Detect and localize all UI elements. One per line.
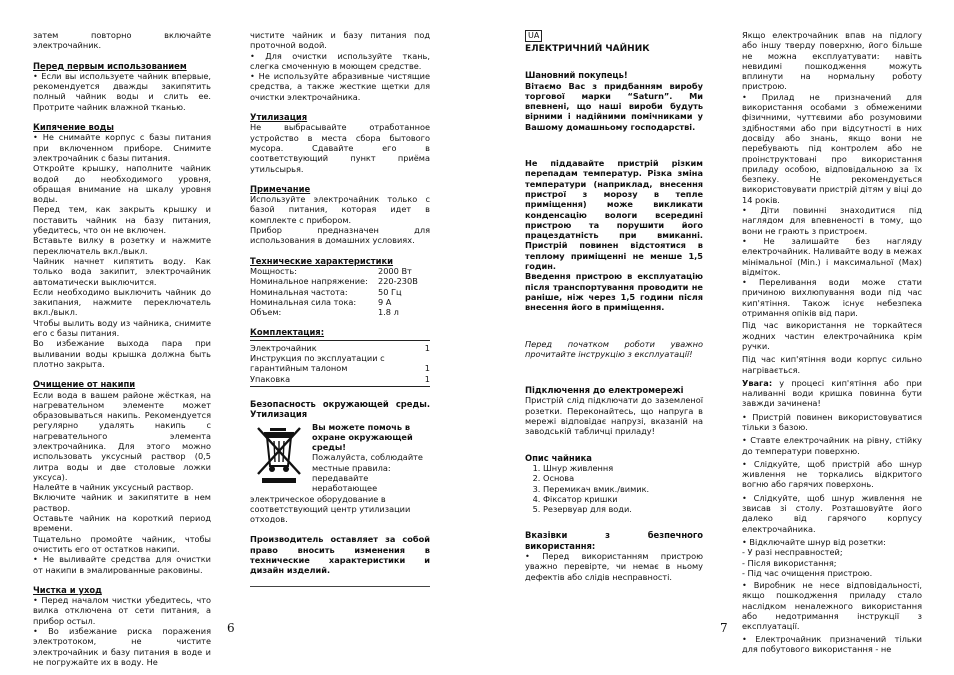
column-2: [250, 30, 430, 587]
disposal-text: [312, 422, 430, 494]
heading-description: Опис чайника: [525, 452, 592, 463]
heading-environment: Безопасность окружающей среды. Утилизация: [250, 398, 430, 420]
spec-value: 1.8 л: [378, 307, 399, 318]
column-3: [525, 30, 703, 582]
scale-text-3: Включите чайник и закипятите в нем раствор.: [33, 492, 211, 513]
clean-text-2: • Во избежание риска поражения электротоком, не чистите электрочайник и базу питания в воде и не погружайте их в воду. Не: [33, 626, 211, 667]
kit-table: [250, 343, 430, 384]
safety-text-12: • Слідкуйте, щоб шнур живлення не звисав зі столу. Розташовуйте його далеко від гарячого корпусу електрочайника.: [742, 492, 922, 534]
spec-value: 2000 Вт: [378, 265, 412, 276]
safety-text-13: • Відключайте шнур від розетки:: [742, 536, 886, 547]
utilization-text: Не выбрасывайте отработанное устройство в места сбора бытового мусора. Сдавайте его в соответствующий пункт приёма утильсырья.: [250, 122, 430, 174]
warning-text-1: Не піддавайте пристрій різким перепадам температур. Різка зміна температури (наприклад, внесення пристрої з морозу в тепле приміщення) може викликати конденсацію вологи всередині пристрою та порушити його працездатність при вмиканні. Пристрій повинен відстоятися в теплому приміщенні не менше 1,5 годин.: [525, 158, 703, 272]
environment-text-2: электрическое оборудование в соответствующий центр утилизации отходов.: [250, 493, 411, 525]
scale-text-4: Оставьте чайник на короткий период времени.: [33, 513, 211, 534]
safety-text-11: • Слідкуйте, щоб пристрій або шнур живлення не торкались відкритого вогню або гарячих поверхонь.: [742, 458, 922, 490]
boil-text-4: Вставьте вилку в розетку и нажмите переключатель вкл./выкл.: [33, 235, 211, 256]
scale-text-5: Тщательно промойте чайник, чтобы очистить его от остатков накипи.: [33, 533, 211, 554]
safety-text-2: • Прилад не призначений для використання особами з обмеженими фізичними, чуттєвими або розумовими здібностями або при відсутності в них досвіду або знань, якщо вони не перебувають під контролем або не проінструктовані про використання приладу особою, відповідальною за їх безпеку. Не рекомендується використовувати пристрій дітям у віці до 14 років.: [742, 91, 922, 205]
spec-label: Номинальная сила тока:: [250, 296, 357, 307]
environment-bold: Вы можете помочь в охране окружающей среды!: [312, 421, 413, 453]
boil-text-1: • Не снимайте корпус с базы питания при включенном приборе. Снимите электрочайник с базы питания.: [33, 132, 211, 163]
heading-utilization: Утилизация: [250, 112, 308, 123]
kit-item: Электрочайник: [250, 342, 317, 353]
environment-text-1: Пожалуйста, соблюдайте местные правила: передавайте неработающее: [312, 452, 423, 494]
safety-text-17: • Виробник не несе відповідальності, якщо пошкодження приладу стало наслідком неналежного використання або недотримання інструкції з експлуатації.: [742, 580, 922, 632]
spec-label: Объем:: [250, 307, 282, 318]
heading-first-use: Перед первым использованием: [33, 60, 187, 71]
spec-row: [250, 297, 430, 307]
list-item: 1. Шнур живлення: [543, 463, 703, 473]
kit-count: 1: [424, 373, 430, 384]
description-list: [525, 463, 703, 514]
spec-value: 220-230В: [378, 276, 418, 287]
safety-text-7: Під час кип'ятіння води корпус сильно нагрівається.: [742, 354, 922, 375]
disposal-block: [250, 422, 430, 494]
attention-text: у процесі кип'ятіння або при наливанні води кришка повинна бути завжди зачинена!: [742, 377, 922, 409]
attention-label: Увага:: [742, 377, 773, 388]
safety-text-8: [742, 378, 922, 409]
heading-kit: Комплектация:: [250, 327, 325, 338]
spec-row: [250, 307, 430, 317]
boil-text-6: Если необходимо выключить чайник до закипания, нажмите переключатель вкл./выкл.: [33, 286, 211, 318]
safety-text: • Перед використанням пристрою уважно перевірте, чи немає в ньому дефектів або слідів несправності.: [525, 550, 703, 582]
crossed-bin-icon: [250, 422, 312, 486]
kit-count: 1: [424, 342, 430, 353]
safety-text-14: - У разі несправностей;: [742, 547, 843, 558]
list-item: 5. Резервуар для води.: [543, 504, 703, 514]
safety-text-9: • Пристрій повинен використовуватися тільки з базою.: [742, 411, 922, 432]
page-number-right: 7: [720, 621, 728, 635]
column-4: [742, 30, 922, 654]
heading-connection: Підключення до електромережі: [525, 385, 684, 396]
list-item: 4. Фіксатор кришки: [543, 494, 703, 504]
heading-boiling: Кипячение воды: [33, 122, 114, 133]
heading-cleaning: Чистка и уход: [33, 584, 102, 595]
spec-row: [250, 287, 430, 297]
greeting-text: Вітаємо Вас з придбанням виробу торгової марки “Saturn”. Ми впевнені, що наші вироби будуть вірними і надійними помічниками у Вашому домашньому господарстві.: [525, 80, 703, 132]
safety-text-3: • Діти повинні знаходитися під наглядом для впевненості в тому, що вони не грають з пристроєм.: [742, 205, 922, 236]
safety-text-18: • Електрочайник призначений тільки для побутового використання - не: [742, 633, 922, 654]
column-1: [33, 30, 211, 667]
safety-text-5: • Переливання води може стати причиною вихлюпування води під час кип'ятіння. Також існує небезпека отримання опіків від пари.: [742, 277, 922, 319]
spec-label: Номинальное напряжение:: [250, 276, 368, 287]
warning-text-2: Введення пристрою в експлуатацію після транспортування проводити не раніше, ніж через 1,5 години після внесення його в приміщення.: [525, 271, 703, 313]
spec-label: Номинальная частота:: [250, 286, 348, 297]
list-item: 3. Перемикач вмик./вимик.: [543, 484, 703, 494]
kit-item: Упаковка: [250, 373, 291, 384]
first-use-text: • Если вы используете чайник впервые, рекомендуется дважды закипятить полный чайник воды и слить ее. Протрите чайник влажной тканью.: [33, 70, 211, 112]
heading-specs: Технические характеристики: [250, 255, 394, 266]
boil-text-5: Чайник начнет кипятить воду. Как только вода закипит, электрочайник автоматически выключится.: [33, 255, 211, 287]
kit-item: Инструкция по эксплуатации с гарантийным талоном: [250, 353, 385, 374]
boil-text-7: Чтобы вылить воду из чайника, снимите его с базы питания.: [33, 317, 211, 339]
connection-text: Пристрій слід підключати до заземленої розетки. Переконайтесь, що напруга в мережі відповідає напрузі, вказаній на заводській табличці приладу!: [525, 395, 703, 437]
heading-descaling: Очищение от накипи: [33, 379, 136, 390]
spec-value: 50 Гц: [378, 286, 402, 297]
safety-text-16: - Під час очищення пристрою.: [742, 567, 873, 578]
list-item: 2. Основа: [543, 473, 703, 483]
safety-text-4: • Не залишайте без нагляду електрочайник. Наливайте воду в межах мінімальної (Min.) і максимальної (Max) відміток.: [742, 235, 922, 277]
bottom-rule: [250, 586, 430, 587]
clean-text-1: • Перед началом чистки убедитесь, что вилка отключена от сети питания, а прибор остыл.: [33, 595, 211, 626]
spec-label: Мощность:: [250, 265, 298, 276]
language-badge: UA: [525, 30, 542, 42]
kit-rule-bottom: [250, 386, 430, 387]
page-title: ЕЛЕКТРИЧНИЙ ЧАЙНИК: [525, 44, 650, 54]
spec-row: [250, 266, 430, 276]
clean-continued-text: чистите чайник и базу питания под проточной водой.: [250, 30, 430, 51]
intro-text: затем повторно включайте электрочайник.: [33, 30, 211, 51]
page-number-left: 6: [227, 621, 235, 635]
note-text-2: Прибор предназначен для использования в домашних условиях.: [250, 225, 430, 246]
kit-row: [250, 343, 430, 353]
spec-row: [250, 276, 430, 286]
clean-text-4: • Не используйте абразивные чистящие средства, а также жесткие щетки для очистки электрочайника.: [250, 71, 430, 102]
scale-text-6: • Не выливайте средства для очистки от накипи в эмалированные раковины.: [33, 554, 211, 575]
specs-table: [250, 266, 430, 317]
note-text-1: Используйте электрочайник только с базой питания, которая идет в комплекте с прибором.: [250, 194, 430, 225]
heading-safety: Вказівки з безпечного використання:: [525, 530, 703, 551]
kit-rule-top: [250, 340, 430, 341]
scale-text-1: Если вода в вашем районе жёсткая, на нагревательном элементе может образовываться накипь. Рекомендуется регулярно удалять накипь с нагревательного элемента электрочайника. Для этого можно использовать уксусный раствор (0,5 литра воды и две столовые ложки уксуса).: [33, 389, 211, 482]
safety-text-15: - Після використання;: [742, 557, 837, 568]
kit-count: 1: [424, 363, 430, 374]
safety-text-10: • Ставте електрочайник на рівну, стійку до температури поверхню.: [742, 435, 922, 456]
greeting-heading: Шановний покупець!: [525, 70, 628, 81]
read-manual-note: Перед початком роботи уважно прочитайте інструкцію з експлуатації!: [525, 338, 703, 359]
scale-text-2: Налейте в чайник уксусный раствор.: [33, 482, 194, 493]
manufacturer-notice: Производитель оставляет за собой право вносить изменения в технические характеристики и дизайн изделий.: [250, 534, 430, 576]
boil-text-3: Перед тем, как закрыть крышку и поставить чайник на базу питания, убедитесь, что он не включен.: [33, 204, 211, 236]
safety-text-6: Під час використання не торкайтеся жодних частин електрочайника крім ручки.: [742, 320, 922, 351]
heading-note: Примечание: [250, 183, 311, 194]
safety-text-1: Якщо електрочайник впав на підлогу або іншу тверду поверхню, його більше не можна експлуатувати: навіть невидимі пошкодження можуть вплинути на нормальну роботу пристрою.: [742, 30, 922, 92]
boil-text-2: Откройте крышку, наполните чайник водой до необходимого уровня, обращая внимание на шкалу уровня воды.: [33, 163, 211, 205]
clean-text-3: • Для очистки используйте ткань, слегка смоченную в моющем средстве.: [250, 50, 430, 71]
spec-value: 9 А: [378, 296, 392, 307]
boil-text-8: Во избежание выхода пара при выливании воды крышка должна быть плотно закрыта.: [33, 338, 211, 369]
kit-row: [250, 374, 430, 384]
kit-row: [250, 353, 430, 374]
